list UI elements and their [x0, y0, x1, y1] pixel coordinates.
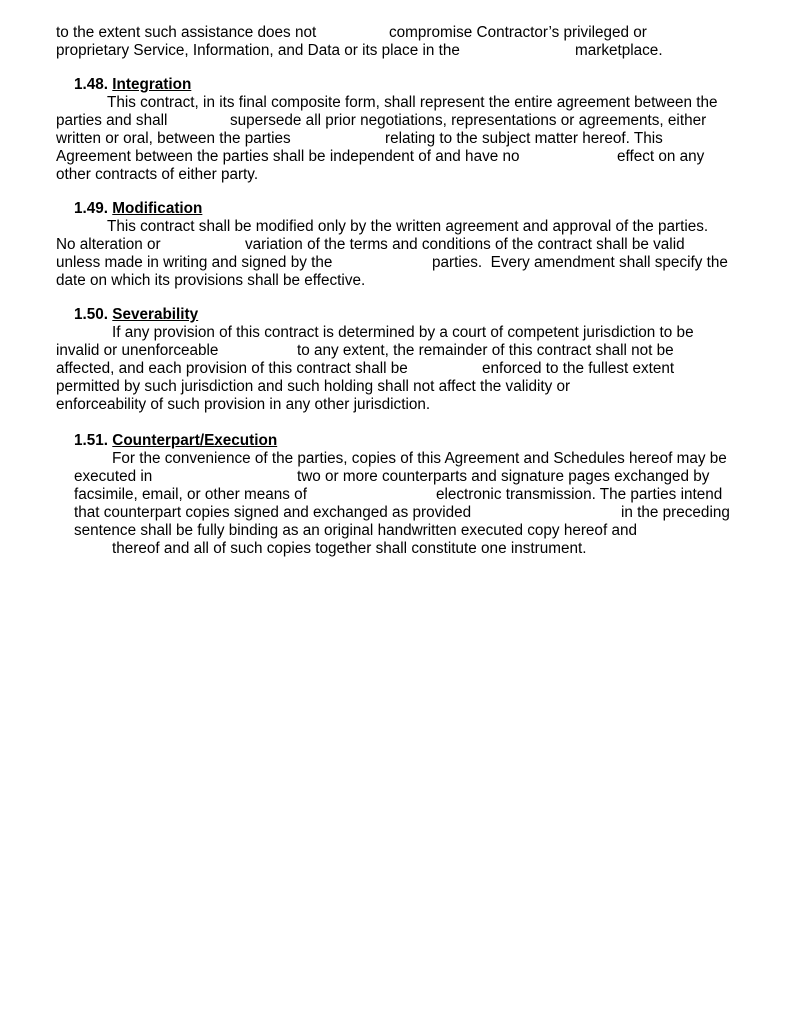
- severability-line-5: enforceability of such provision in any other jurisdiction.: [56, 396, 431, 413]
- intro-line-1a: to the extent such assistance does not: [56, 24, 317, 41]
- intro-line-2b: marketplace.: [575, 42, 663, 59]
- integration-line-1: This contract, in its final composite form, shall represent the entire agreement between the: [107, 94, 718, 111]
- integration-line-3b: relating to the subject matter hereof. This: [385, 130, 663, 147]
- intro-line-2a: proprietary Service, Information, and Data or its place in the: [56, 42, 460, 59]
- counterpart-line-2a: executed in: [74, 468, 153, 485]
- severability-line-2a: invalid or unenforceable: [56, 342, 219, 359]
- integration-line-3a: written or oral, between the parties: [56, 130, 291, 147]
- integration-line-2b: supersede all prior negotiations, representations or agreements, either: [230, 112, 707, 129]
- counterpart-line-2b: two or more counterparts and signature pages exchanged by: [297, 468, 710, 485]
- intro-line-1b: compromise Contractor’s privileged or: [389, 24, 647, 41]
- counterpart-line-4a: that counterpart copies signed and exchanged as provided: [74, 504, 472, 521]
- section-title: Integration: [112, 76, 192, 93]
- modification-line-3a: unless made in writing and signed by the: [56, 254, 333, 271]
- modification-line-2b: variation of the terms and conditions of the contract shall be valid: [245, 236, 685, 253]
- modification-line-2a: No alteration or: [56, 236, 161, 253]
- section-number: 1.49.: [74, 200, 109, 217]
- severability-line-3a: affected, and each provision of this contract shall be: [56, 360, 408, 377]
- section-heading-severability: [74, 306, 198, 324]
- counterpart-line-3a: facsimile, email, or other means of: [74, 486, 307, 503]
- section-number: 1.48.: [74, 76, 109, 93]
- section-heading-counterpart: [74, 432, 277, 450]
- counterpart-line-6: thereof and all of such copies together shall constitute one instrument.: [112, 540, 587, 557]
- severability-line-4: permitted by such jurisdiction and such holding shall not affect the validity or: [56, 378, 571, 395]
- integration-line-5: other contracts of either party.: [56, 166, 259, 183]
- integration-line-2a: parties and shall: [56, 112, 168, 129]
- counterpart-line-3b: electronic transmission. The parties intend: [436, 486, 723, 503]
- severability-line-1: If any provision of this contract is determined by a court of competent jurisdiction to be: [112, 324, 694, 341]
- counterpart-line-4b: in the preceding: [621, 504, 730, 521]
- section-title: Modification: [112, 200, 203, 217]
- counterpart-line-1: For the convenience of the parties, copies of this Agreement and Schedules hereof may be: [112, 450, 727, 467]
- section-number: 1.51.: [74, 432, 109, 449]
- modification-line-4: date on which its provisions shall be effective.: [56, 272, 366, 289]
- section-heading-integration: [74, 76, 191, 94]
- section-heading-modification: [74, 200, 202, 218]
- severability-line-2b: to any extent, the remainder of this contract shall not be: [297, 342, 674, 359]
- integration-line-4a: Agreement between the parties shall be independent of and have no: [56, 148, 520, 165]
- modification-line-1: This contract shall be modified only by the written agreement and approval of the parties.: [107, 218, 709, 235]
- integration-line-4b: effect on any: [617, 148, 705, 165]
- section-title: Severability: [112, 306, 199, 323]
- modification-line-3b: parties. Every amendment shall specify the: [432, 254, 728, 271]
- section-title: Counterpart/Execution: [112, 432, 278, 449]
- severability-line-3b: enforced to the fullest extent: [482, 360, 675, 377]
- section-number: 1.50.: [74, 306, 109, 323]
- counterpart-line-5: sentence shall be fully binding as an original handwritten executed copy hereof and: [74, 522, 637, 539]
